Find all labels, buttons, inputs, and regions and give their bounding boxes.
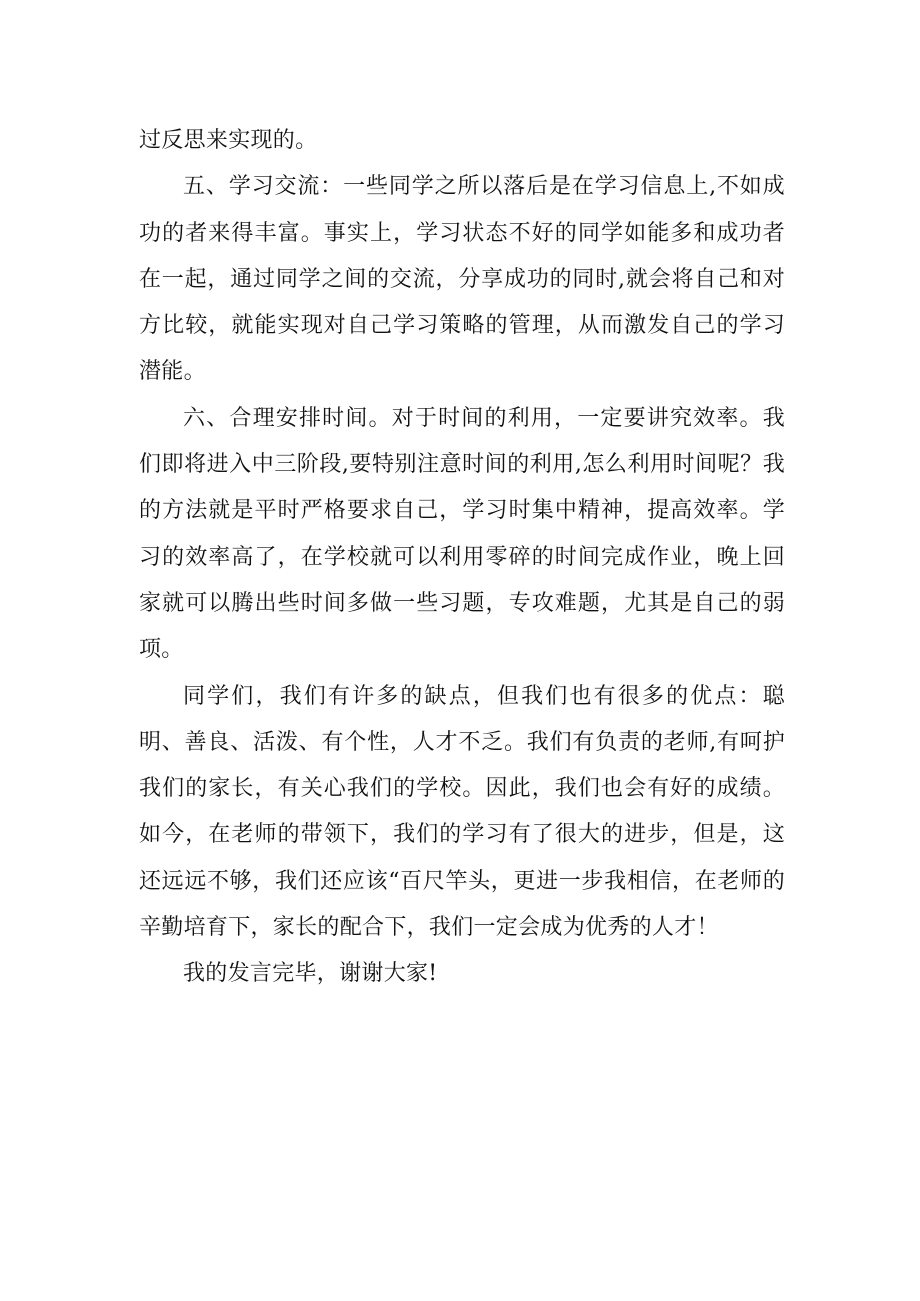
paragraph-time-management: 六、合理安排时间。对于时间的利用，一定要讲究效率。我们即将进入中三阶段,要特别注意时间的利用,怎么利用时间呢？我的方法就是平时严格要求自己，学习时集中精神，提高效率。学习的效率高了，在学校就可以利用零碎的时间完成作业，晚上回家就可以腾出些时间多做一些习题，专攻难题，尤其是自己的弱项。 (139, 405, 785, 663)
paragraph-closing: 我的发言完毕，谢谢大家! (183, 961, 438, 987)
paragraph-continuation: 过反思来实现的。 (139, 128, 318, 153)
paragraph-classmates: 同学们，我们有许多的缺点，但我们也有很多的优点：聪明、善良、活泼、有个性，人才不乏。我们有负责的老师,有呵护我们的家长，有关心我们的学校。因此，我们也会有好的成绩。如今，在老师的带领下，我们的学习有了很大的进步，但是，这还远远不够，我们还应该“百尺竿头，更进一步我相信，在老师的辛勤培育下，家长的配合下，我们一定会成为优秀的人才！ (139, 683, 785, 941)
document-body (139, 118, 785, 998)
paragraph-study-exchange: 五、学习交流：一些同学之所以落后是在学习信息上,不如成功的者来得丰富。事实上，学习状态不好的同学如能多和成功者在一起，通过同学之间的交流，分享成功的同时,就会将自己和对方比较，就能实现对自己学习策略的管理，从而激发自己的学习潜能。 (139, 174, 785, 385)
